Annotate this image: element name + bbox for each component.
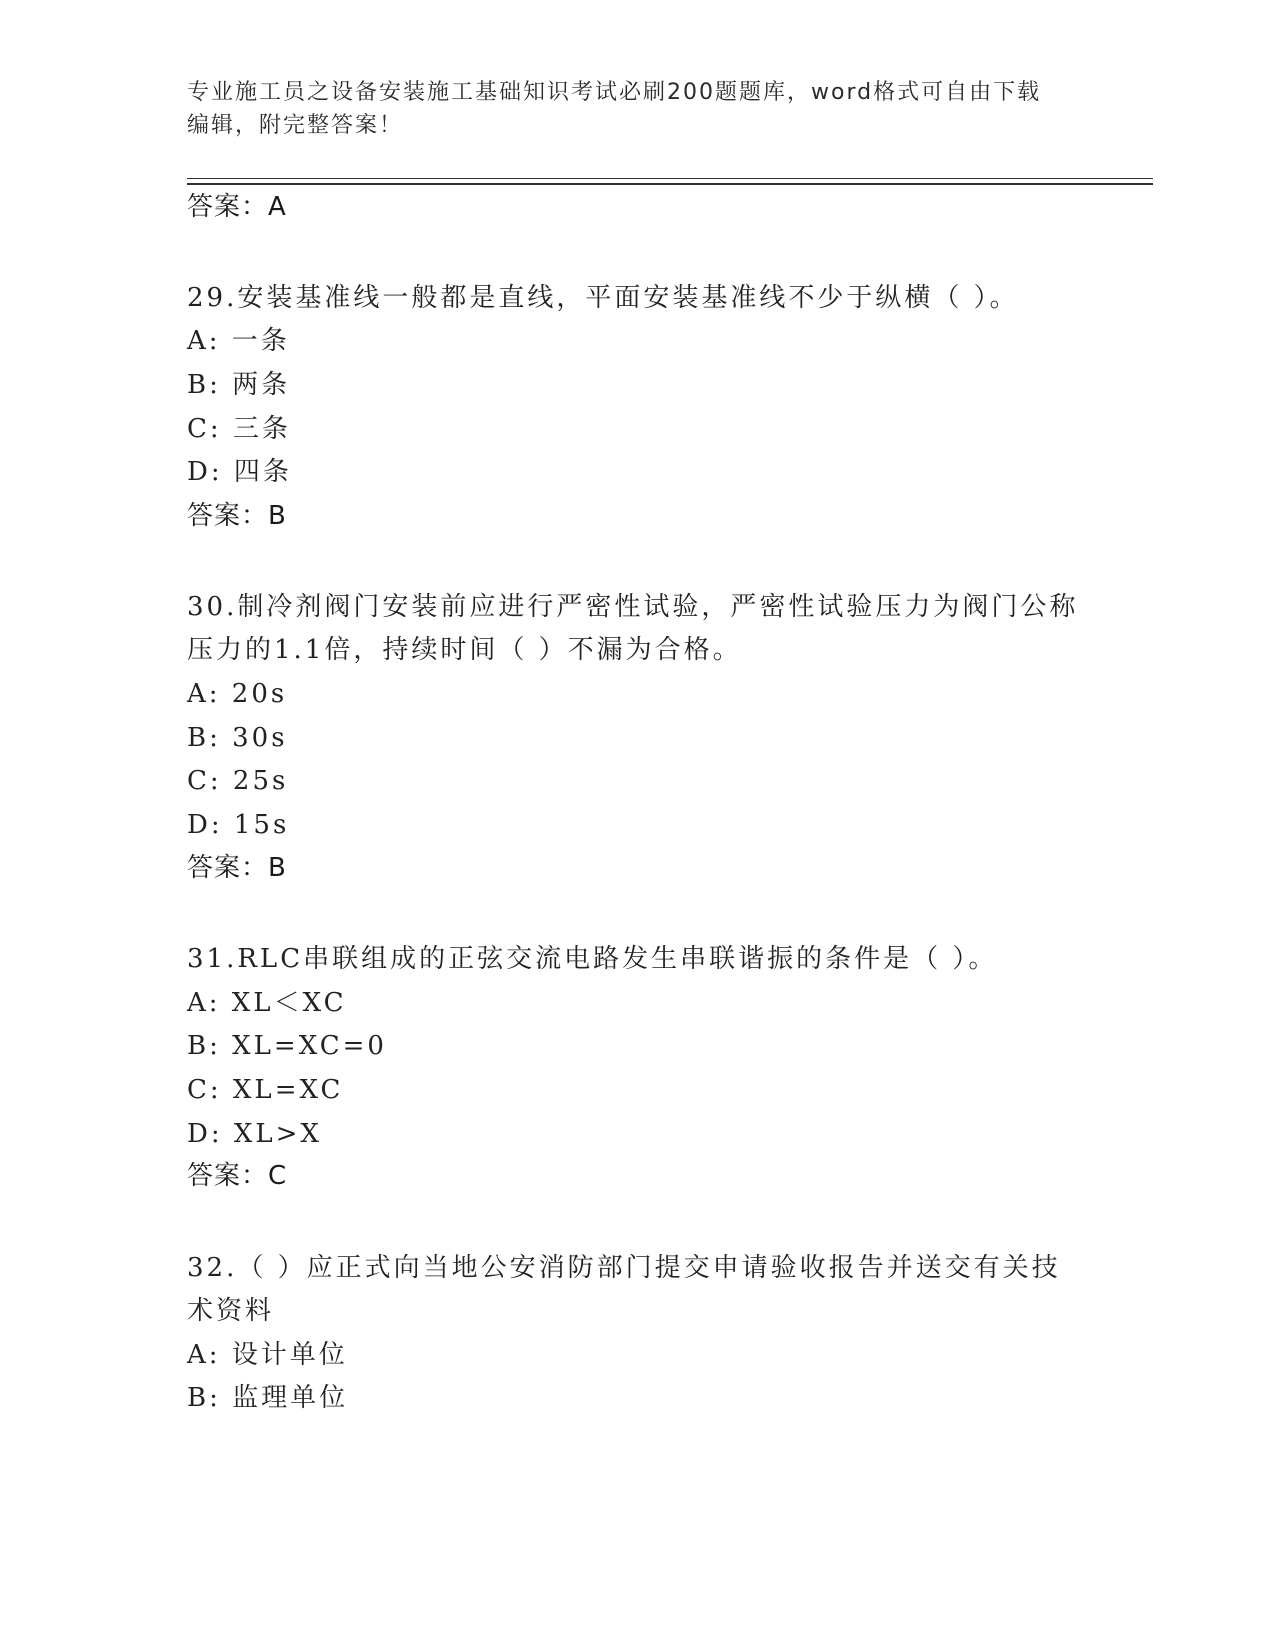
option-c: C: XL=XC	[187, 1075, 344, 1105]
option-b: B: 30s	[187, 723, 288, 753]
answer-label: 答案：B	[187, 853, 287, 883]
header-line-1: 专业施工员之设备安装施工基础知识考试必刷200题题库，word格式可自由下载	[187, 80, 1042, 105]
option-a: A: 设计单位	[187, 1340, 348, 1370]
answer-label: 答案：B	[187, 501, 287, 531]
question-stem: 31.RLC串联组成的正弦交流电路发生串联谐振的条件是（ ）。	[187, 944, 998, 974]
option-d: D: XL>X	[187, 1119, 322, 1149]
question-stem: 29.安装基准线一般都是直线，平面安装基准线不少于纵横（ ）。	[187, 283, 1019, 313]
answer-label: 答案：A	[187, 192, 287, 222]
question-stem: 32.（ ）应正式向当地公安消防部门提交申请验收报告并送交有关技	[187, 1253, 1061, 1283]
option-c: C: 25s	[187, 766, 289, 796]
document-header	[187, 76, 1087, 142]
option-d: D: 四条	[187, 457, 292, 487]
option-b: B: XL=XC=0	[187, 1031, 387, 1061]
option-a: A: XL＜XC	[187, 988, 347, 1018]
option-c: C: 三条	[187, 414, 291, 444]
header-divider-thin	[187, 178, 1153, 179]
option-a: A: 一条	[187, 326, 290, 356]
option-d: D: 15s	[187, 810, 290, 840]
question-stem-continued: 术资料	[187, 1296, 275, 1326]
header-divider-thick	[187, 183, 1153, 185]
question-stem-continued: 压力的1.1倍，持续时间（ ）不漏为合格。	[187, 635, 742, 665]
answer-label: 答案：C	[187, 1161, 288, 1191]
header-line-2: 编辑，附完整答案！	[187, 113, 404, 138]
question-stem: 30.制冷剂阀门安装前应进行严密性试验，严密性试验压力为阀门公称	[187, 592, 1079, 622]
option-b: B: 两条	[187, 370, 291, 400]
option-a: A: 20s	[187, 679, 288, 709]
option-b: B: 监理单位	[187, 1383, 349, 1413]
